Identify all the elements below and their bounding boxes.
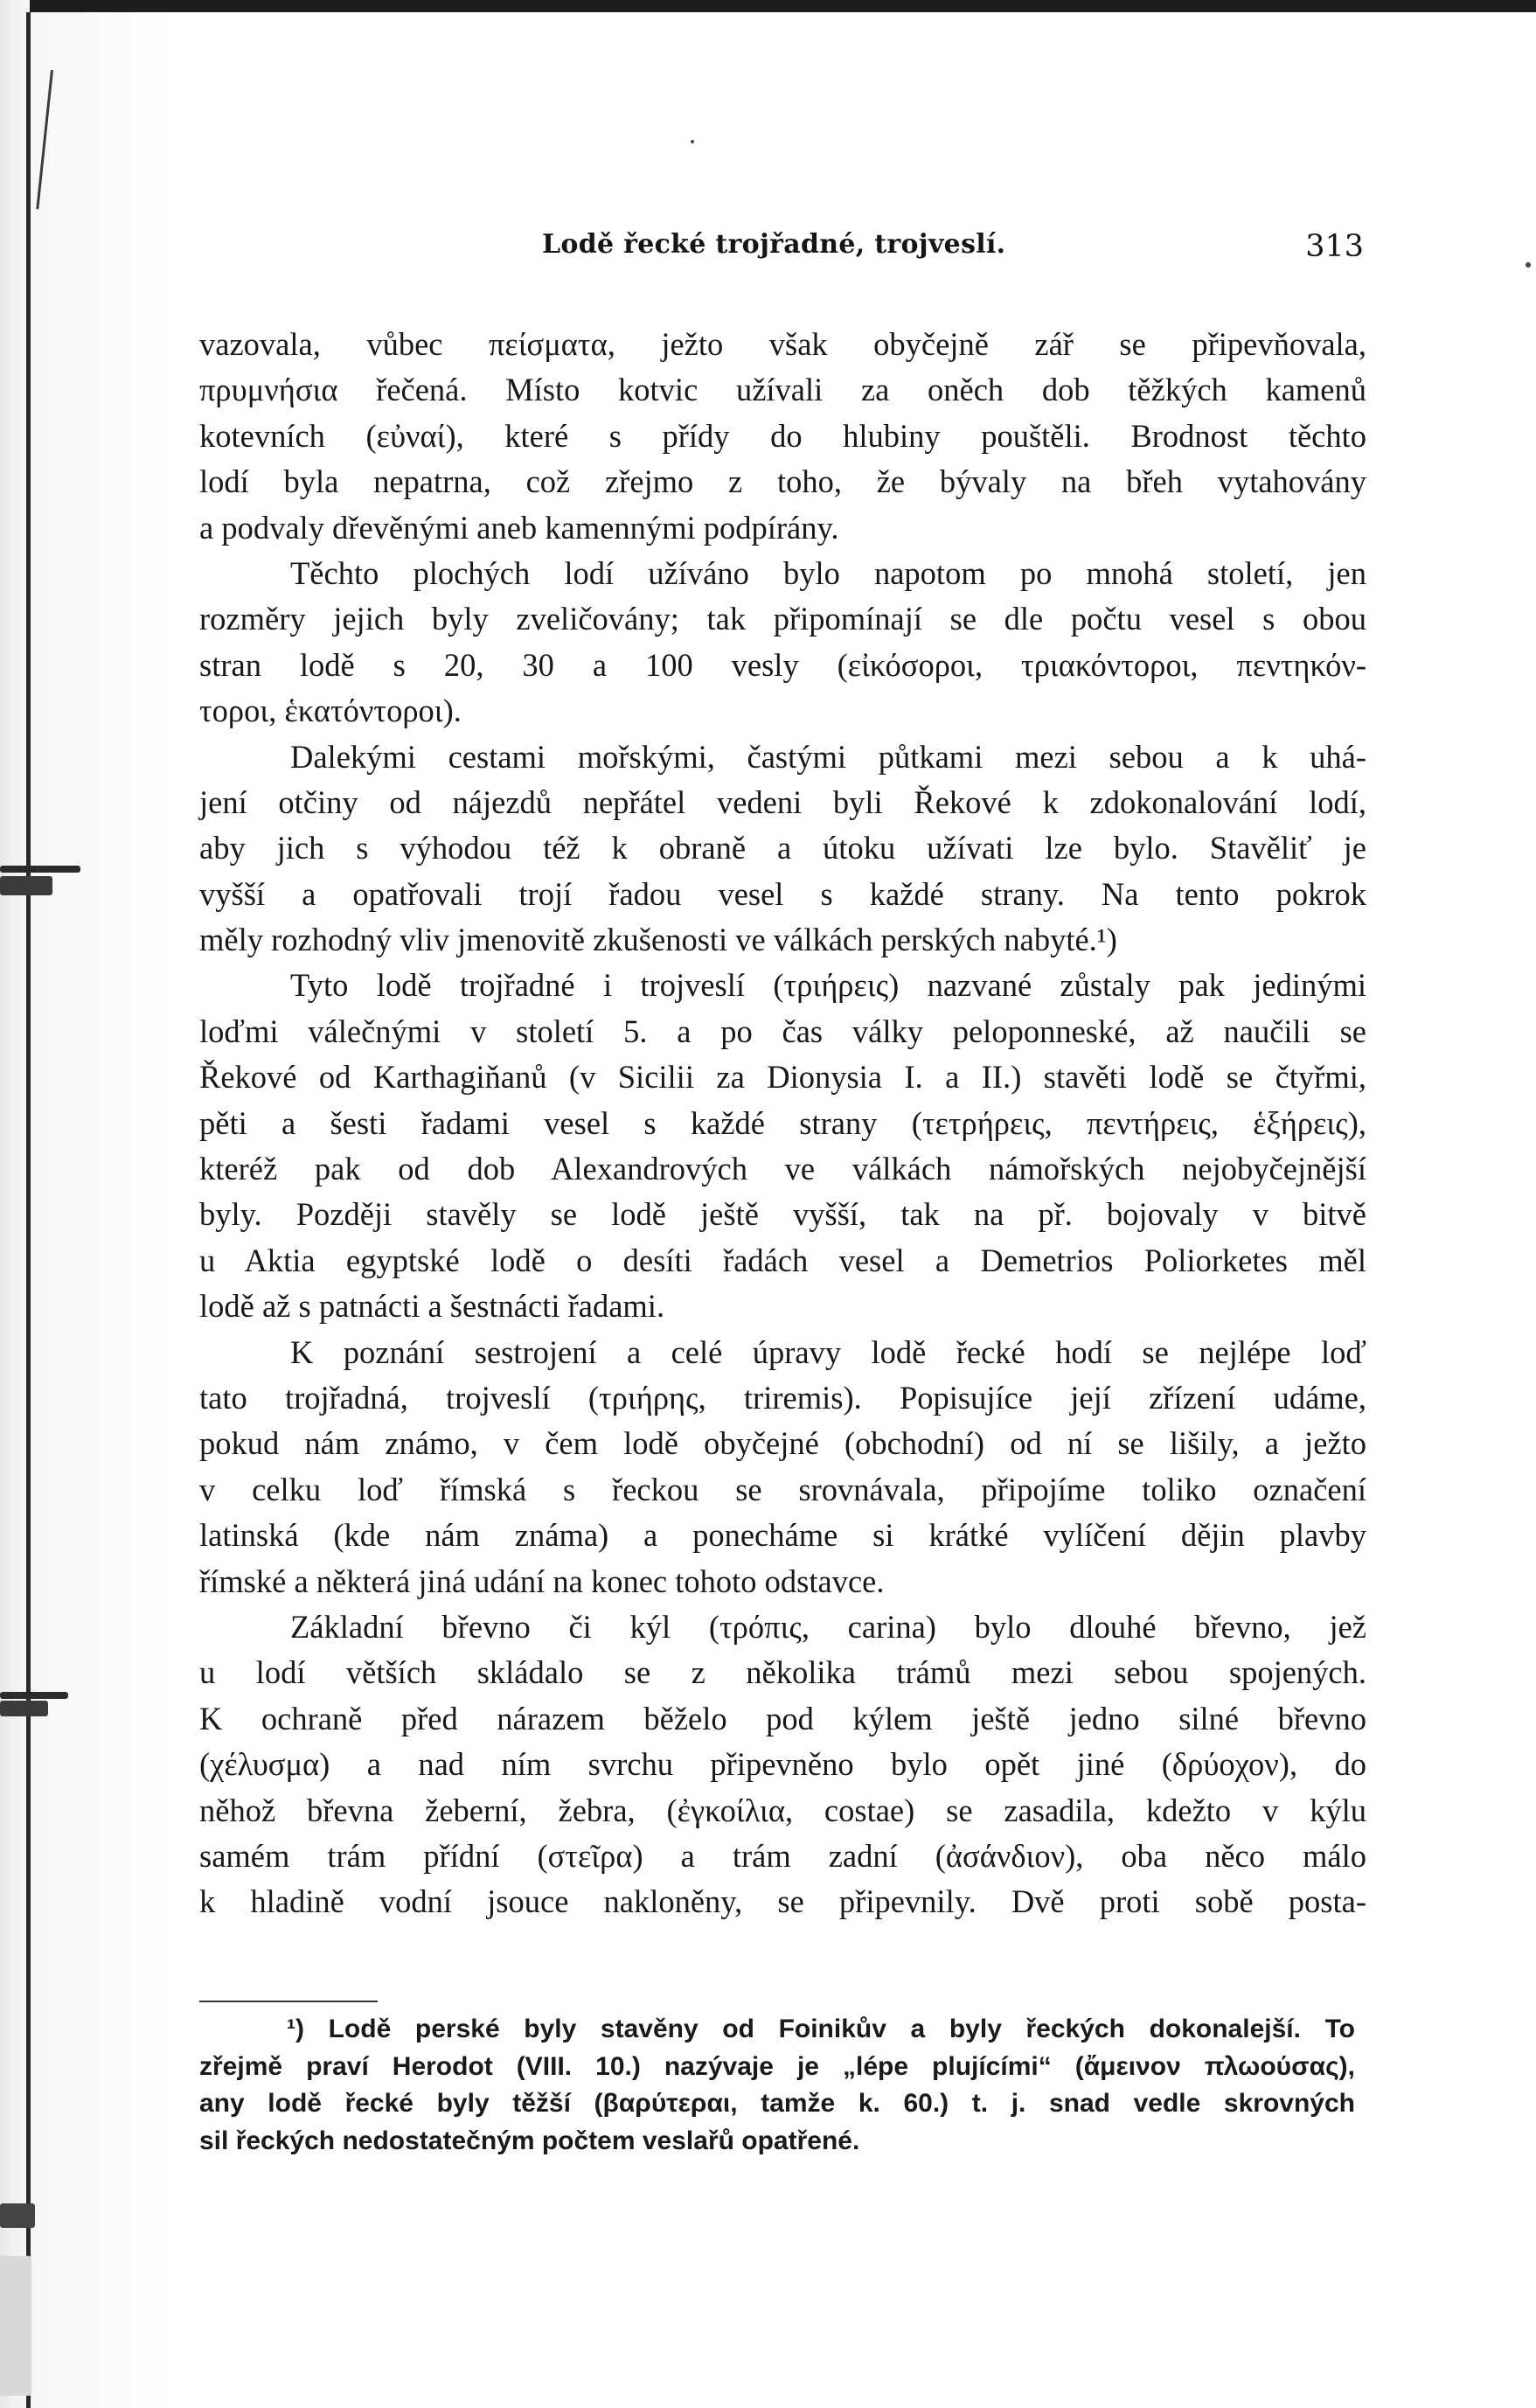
text-line: jení otčiny od nájezdů nepřátel vedeni byli Řekové k zdokonalování lodí, — [199, 783, 1366, 820]
scan-speck — [1526, 262, 1531, 268]
text-line: u lodí větších skládalo se z několika trámů mezi sebou spojených. — [199, 1654, 1366, 1691]
text-line: lodě až s patnácti a šestnácti řadami. — [199, 1288, 665, 1325]
footnotes — [199, 2011, 1355, 2160]
text-line: tato trojřadná, trojveslí (τριήρης, triremis). Popisujíce její zřízení udáme, — [199, 1379, 1366, 1416]
binding-mark — [0, 1692, 68, 1699]
text-line: u Aktia egyptské lodě o desíti řadách vesel a Demetrios Poliorketes měl — [199, 1242, 1366, 1278]
footnote-line: zřejmě praví Herodot (VIII. 10.) nazývaje je „lépe plujícími“ (ἄμεινον πλωούσας), — [199, 2051, 1355, 2081]
text-line: vyšší a opatřovali trojí řadou vesel s každé strany. Na tento pokrok — [199, 875, 1366, 912]
binding-mark — [0, 876, 52, 895]
footnote-line: any lodě řecké byly těžší (βαρύτεραι, tamže k. 60.) t. j. snad vedle skrovných — [199, 2089, 1355, 2118]
binding-line — [26, 12, 31, 2408]
binding-mark — [0, 1701, 48, 1716]
text-line: kotevních (εὐναί), které s přídy do hlubiny pouštěli. Brodnost těchto — [199, 417, 1366, 454]
text-line: a podvaly dřevěnými aneb kamennými podpírány. — [199, 509, 839, 546]
page-header — [201, 229, 1364, 273]
text-line: v celku loď římská s řeckou se srovnávala, připojíme toliko označení — [199, 1471, 1366, 1507]
binding-mark — [0, 2256, 31, 2396]
running-title: Lodě řecké trojřadné, trojveslí. — [542, 229, 1006, 260]
text-line: byly. Později stavěly se lodě ještě vyšší, tak na př. bojovaly v bitvě — [199, 1196, 1366, 1233]
footnote-line: sil řeckých nedostatečným počtem veslařů opatřené. — [199, 2126, 860, 2155]
text-line: římské a některá jiná udání na konec tohoto odstavce. — [199, 1562, 885, 1599]
text-line: aby jich s výhodou též k obraně a útoku užívati lze bylo. Stavěliť je — [199, 830, 1366, 866]
text-line: Těchto plochých lodí užíváno bylo napotom po mnohá století, jen — [290, 554, 1366, 591]
body-text — [199, 322, 1366, 1925]
text-line: Řekové od Karthagiňanů (v Sicilii za Dionysia I. a II.) stavěti lodě se čtyřmi, — [199, 1059, 1366, 1096]
text-line: pokud nám známo, v čem lodě obyčejné (obchodní) od ní se lišily, a ježto — [199, 1425, 1366, 1462]
binding-mark — [0, 2203, 35, 2228]
text-line: vazovala, vůbec πείσματα, ježto však obyčejně zář se připevňovala, — [199, 326, 1366, 362]
text-line: (χέλυσμα) a nad ním svrchu připevněno bylo opět jiné (δρύοχον), do — [199, 1746, 1366, 1783]
text-line: τοροι, ἑκατόντοροι). — [199, 692, 462, 729]
footnote-line: ¹) Lodě perské byly stavěny od Foinikův a byly řeckých dokonalejší. To — [287, 2015, 1355, 2043]
text-line: latinská (kde nám známa) a ponecháme si krátké vylíčení dějin plavby — [199, 1517, 1366, 1554]
text-line: pěti a šesti řadami vesel s každé strany (τετρήρεις, πεντήρεις, ἑξήρεις), — [199, 1104, 1366, 1141]
text-line: samém trám přídní (στεῖρα) a trám zadní (ἀσάνδιον), oba něco málo — [199, 1837, 1366, 1874]
text-line: Tyto lodě trojřadné i trojveslí (τριήρεις) nazvané zůstaly pak jedinými — [290, 967, 1366, 1004]
binding-mark — [0, 866, 80, 873]
page-number: 313 — [1305, 229, 1364, 264]
text-line: něhož břevna žeberní, žebra, (ἐγκοίλια, costae) se zasadila, kdežto v kýlu — [199, 1792, 1366, 1828]
text-line: loďmi válečnými v století 5. a po čas války peloponneské, až naučili se — [199, 1013, 1366, 1049]
footnote-separator — [199, 2001, 378, 2002]
text-line: měly rozhodný vliv jmenovitě zkušenosti ve válkách perských nabyté.¹) — [199, 922, 1117, 958]
text-line: k hladině vodní jsouce nakloněny, se připevnily. Dvě proti sobě posta- — [199, 1883, 1366, 1920]
text-line: stran lodě s 20, 30 a 100 vesly (εἰκόσοροι, τριακόντοροι, πεντηκόν- — [199, 646, 1366, 683]
text-line: lodí byla nepatrna, což zřejmo z toho, že bývaly na břeh vytahovány — [199, 463, 1366, 500]
text-line: πρυμνήσια řečená. Místo kotvic užívali za oněch dob těžkých kamenů — [199, 372, 1366, 408]
text-line: K ochraně před nárazem běželo pod kýlem ještě jedno silné břevno — [199, 1700, 1366, 1736]
scan-binding-edge — [0, 0, 30, 2408]
binding-line-inner — [36, 70, 53, 209]
text-line: kteréž pak od dob Alexandrových ve válkách námořských nejobyčejnější — [199, 1151, 1366, 1187]
scan-top-edge — [0, 0, 1536, 12]
text-line: Dalekými cestami mořskými, častými půtkami mezi sebou a k uhá- — [290, 738, 1366, 775]
text-line: K poznání sestrojení a celé úpravy lodě řecké hodí se nejlépe loď — [290, 1333, 1366, 1370]
text-line: Základní břevno či kýl (τρόπις, carina) bylo dlouhé břevno, jež — [290, 1608, 1366, 1645]
scan-speck — [691, 140, 694, 143]
text-line: rozměry jejich byly zveličovány; tak připomínají se dle počtu vesel s obou — [199, 601, 1366, 637]
